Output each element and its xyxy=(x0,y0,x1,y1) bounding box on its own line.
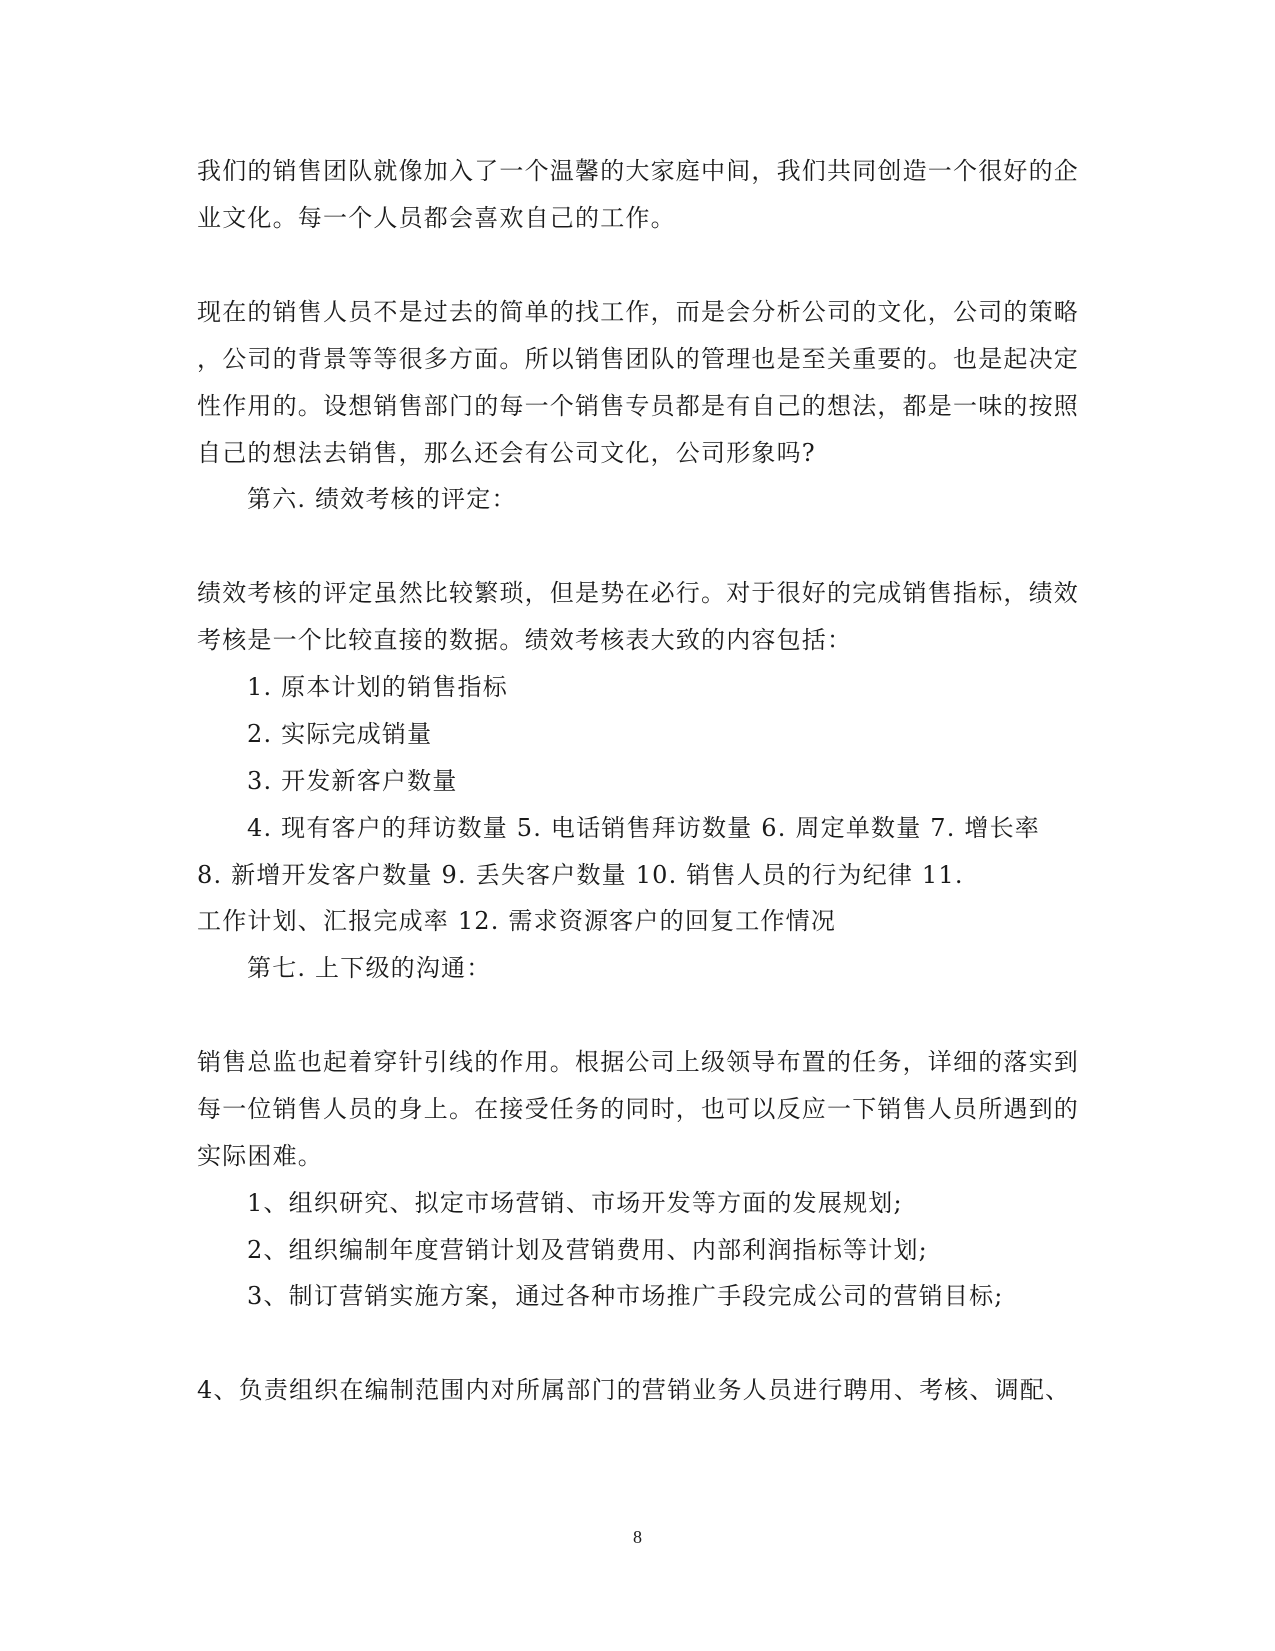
duty-item: 1、组织研究、拟定市场营销、市场开发等方面的发展规划; xyxy=(247,1189,903,1217)
duty-item: 3、制订营销实施方案，通过各种市场推广手段完成公司的营销目标; xyxy=(247,1282,1004,1310)
kpi-list-item: 3. 开发新客户数量 xyxy=(247,767,458,795)
paragraph-team-line-2: 业文化。每一个人员都会喜欢自己的工作。 xyxy=(197,204,676,232)
section-heading-7: 第七. 上下级的沟通： xyxy=(247,954,492,982)
paragraph-comm-line-2: 每一位销售人员的身上。在接受任务的同时，也可以反应一下销售人员所遇到的 xyxy=(197,1095,1079,1123)
kpi-inline-line-1: 4. 现有客户的拜访数量 5. 电话销售拜访数量 6. 周定单数量 7. 增长率 xyxy=(247,814,1040,842)
paragraph-modern-line-2: ，公司的背景等等很多方面。所以销售团队的管理也是至关重要的。也是起决定 xyxy=(197,345,1079,373)
paragraph-team-line-1: 我们的销售团队就像加入了一个温馨的大家庭中间，我们共同创造一个很好的企 xyxy=(197,157,1079,185)
paragraph-modern-line-4: 自己的想法去销售，那么还会有公司文化，公司形象吗? xyxy=(197,439,816,467)
paragraph-comm-line-3: 实际困难。 xyxy=(197,1142,323,1170)
section-heading-6: 第六. 绩效考核的评定： xyxy=(247,485,517,513)
paragraph-kpi-line-1: 绩效考核的评定虽然比较繁琐，但是势在必行。对于很好的完成销售指标，绩效 xyxy=(197,579,1079,607)
paragraph-modern-line-1: 现在的销售人员不是过去的简单的找工作，而是会分析公司的文化，公司的策略 xyxy=(197,298,1079,326)
paragraph-kpi-line-2: 考核是一个比较直接的数据。绩效考核表大致的内容包括： xyxy=(197,626,853,654)
kpi-inline-line-3: 工作计划、汇报完成率 12. 需求资源客户的回复工作情况 xyxy=(197,907,837,935)
paragraph-modern-line-3: 性作用的。设想销售部门的每一个销售专员都是有自己的想法，都是一味的按照 xyxy=(197,392,1079,420)
kpi-list-item: 2. 实际完成销量 xyxy=(247,720,433,748)
kpi-list-item: 1. 原本计划的销售指标 xyxy=(247,673,508,701)
duty-item-4: 4、负责组织在编制范围内对所属部门的营销业务人员进行聘用、考核、调配、 xyxy=(197,1376,1071,1404)
duty-item: 2、组织编制年度营销计划及营销费用、内部利润指标等计划; xyxy=(247,1236,928,1264)
paragraph-comm-line-1: 销售总监也起着穿针引线的作用。根据公司上级领导布置的任务，详细的落实到 xyxy=(197,1048,1079,1076)
kpi-inline-line-2: 8. 新增开发客户数量 9. 丢失客户数量 10. 销售人员的行为纪律 11. xyxy=(197,861,964,889)
page-number: 8 xyxy=(633,1527,642,1547)
